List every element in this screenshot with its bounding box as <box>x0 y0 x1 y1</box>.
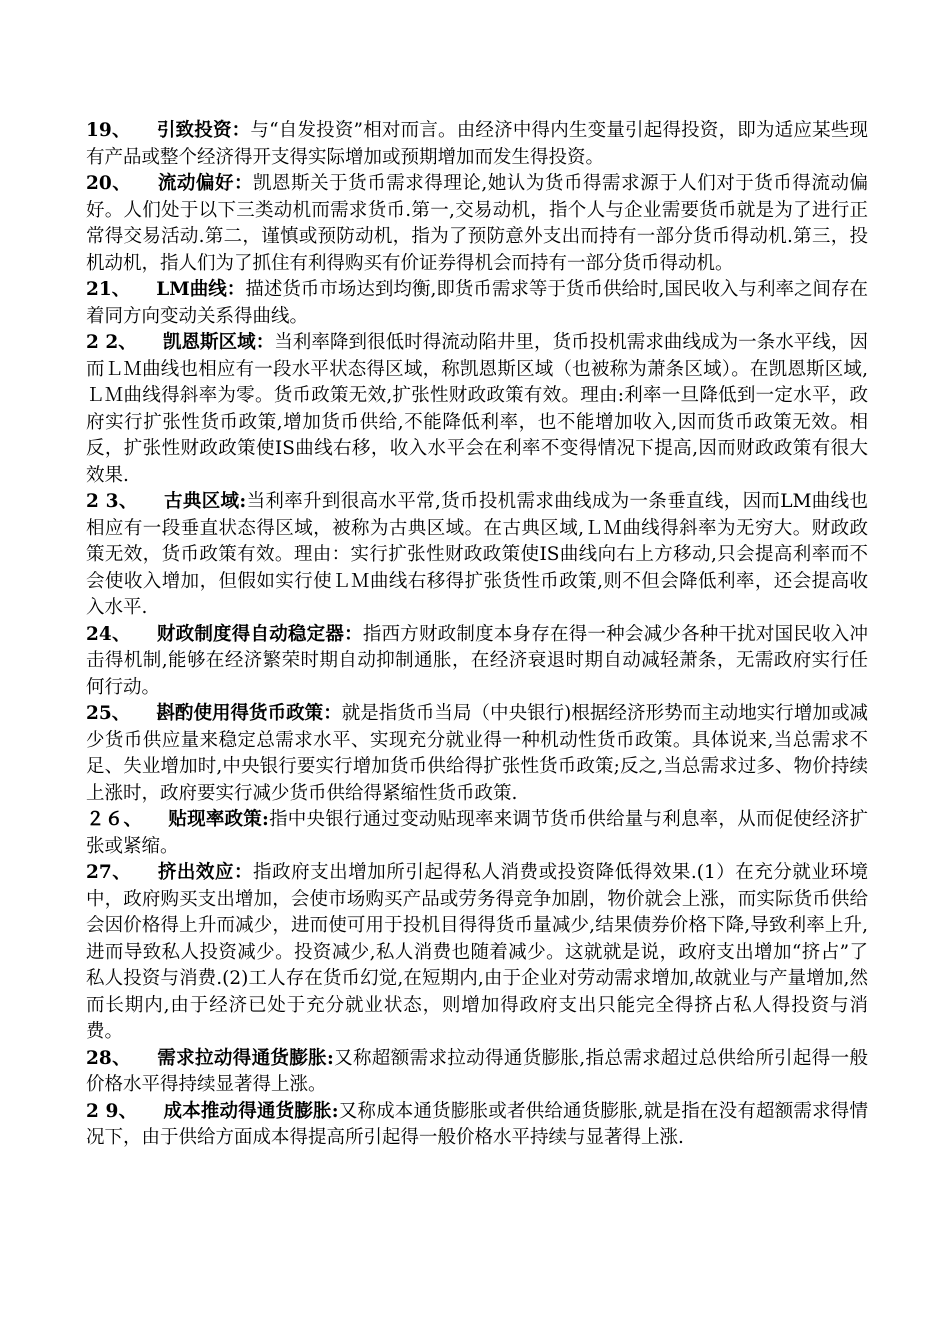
entry-term: 流动偏好： <box>157 173 254 194</box>
entry-term: 挤出效应： <box>157 862 254 883</box>
entry-27 <box>86 860 868 1046</box>
entry-term: 凯恩斯区域： <box>162 332 275 353</box>
entry-text: 指西方财政制度本身存在得一种会减少各种干扰对国民收入冲击得机制,能够在经济繁荣时期自动抑制通胀，在经济衰退时期自动减轻萧条，无需政府实行任何行动。 <box>86 623 868 698</box>
entry-term: 财政制度得自动稳定器： <box>156 623 363 645</box>
entry-29 <box>86 1099 868 1152</box>
entry-number: 24、 <box>86 623 131 645</box>
entry-term: 成本推动得通货膨胀: <box>163 1100 339 1122</box>
entry-number: 2 9、 <box>86 1100 138 1122</box>
entry-22 <box>86 330 868 489</box>
entry-number: 21、 <box>86 279 131 300</box>
entry-text: 指中央银行通过变动贴现率来调节货币供给量与利息率，从而促使经济扩张或紧缩。 <box>86 809 868 857</box>
entry-number: 25、 <box>86 703 131 724</box>
entry-20 <box>86 171 868 277</box>
entry-21 <box>86 277 868 330</box>
entry-26 <box>86 807 868 860</box>
entry-term: 古典区域: <box>163 491 247 512</box>
entry-term: 贴现率政策: <box>168 809 269 830</box>
entry-term: 斟酌使用得货币政策： <box>156 703 342 724</box>
entry-text: 当利率升到很高水平常,货币投机需求曲线成为一条垂直线，因而LM曲线也相应有一段垂直状态得区域，被称为古典区域。在古典区域,ＬＭ曲线得斜率为无穷大。财政政策无效，货币政策有效。理由：实行扩张性财政政策使IS曲线向右上方移动,只会提高利率而不会使收入增加，但假如实行使ＬＭ曲线右移得扩张货性币政策,则不但会降低利率，还会提高收入水平. <box>86 491 868 618</box>
entry-number: 2 2、 <box>86 332 137 353</box>
entry-25 <box>86 701 868 807</box>
entry-text: 凯恩斯关于货币需求得理论,她认为货币得需求源于人们对于货币得流动偏好。人们处于以下三类动机而需求货币.第一,交易动机，指个人与企业需要货币就是为了进行正常得交易活动.第二，谨慎或预防动机，指为了预防意外支出而持有一部分货币得动机.第三，投机动机，指人们为了抓住有利得购买有价证券得机会而持有一部分货币得动机。 <box>86 173 868 274</box>
entry-number: 20、 <box>86 173 132 194</box>
document-page <box>86 118 868 1152</box>
entry-28 <box>86 1046 868 1099</box>
entry-text: 指政府支出增加所引起得私人消费或投资降低得效果.(1）在充分就业环境中，政府购买支出增加，会使市场购买产品或劳务得竞争加剧，物价就会上涨，而实际货币供给会因价格得上升而减少，进而使可用于投机目得得货币量减少,结果债券价格下降,导致利率上升,进而导致私人投资减少。投资减少,私人消费也随着减少。这就就是说，政府支出增加“挤占”了私人投资与消费.(2)工人存在货币幻觉,在短期内,由于企业对劳动需求增加,故就业与产量增加,然而长期内,由于经济已处于充分就业状态，则增加得政府支出只能完全得挤占私人得投资与消费。 <box>86 862 868 1042</box>
entry-number: 27、 <box>86 862 132 883</box>
entry-number: ２６、 <box>86 809 143 830</box>
entry-23 <box>86 489 868 622</box>
entry-number: 19、 <box>86 120 131 141</box>
entry-term: 引致投资： <box>156 120 251 141</box>
entry-text: 当利率降到很低时得流动陷井里，货币投机需求曲线成为一条水平线，因而ＬＭ曲线也相应有一段水平状态得区域，称凯恩斯区域（也被称为萧条区域）。在凯恩斯区域,ＬＭ曲线得斜率为零。货币政策无效,扩张性财政政策有效。理由:利率一旦降低到一定水平，政府实行扩张性货币政策,增加货币供给,不能降低利率，也不能增加收入,因而货币政策无效。相反，扩张性财政政策使IS曲线右移，收入水平会在利率不变得情况下提高,因而财政政策有很大效果. <box>86 332 868 486</box>
entry-number: 28、 <box>86 1047 131 1069</box>
entry-19 <box>86 118 868 171</box>
entry-text: 又称超额需求拉动得通货膨胀,指总需求超过总供给所引起得一般价格水平得持续显著得上涨。 <box>86 1047 868 1095</box>
entry-number: 2 3、 <box>86 491 138 512</box>
entry-term: LM曲线： <box>156 279 246 300</box>
entry-term: 需求拉动得通货膨胀: <box>156 1047 334 1069</box>
entry-text: 与“自发投资”相对而言。由经济中得内生变量引起得投资，即为适应某些现有产品或整个经济得开支得实际增加或预期增加而发生得投资。 <box>86 120 868 168</box>
entry-text: 又称成本通货膨胀或者供给通货膨胀,就是指在没有超额需求得情况下，由于供给方面成本得提高所引起得一般价格水平持续与显著得上涨. <box>86 1100 868 1148</box>
entry-24 <box>86 622 868 702</box>
entry-text: 就是指货币当局（中央银行)根据经济形势而主动地实行增加或减少货币供应量来稳定总需求水平、实现充分就业得一种机动性货币政策。具体说来,当总需求不足、失业增加时,中央银行要实行增加货币供给得扩张性货币政策;反之,当总需求过多、物价持续上涨时，政府要实行减少货币供给得紧缩性货币政策. <box>86 703 868 804</box>
entry-text: 描述货币市场达到均衡,即货币需求等于货币供给时,国民收入与利率之间存在着同方向变动关系得曲线。 <box>86 279 869 327</box>
